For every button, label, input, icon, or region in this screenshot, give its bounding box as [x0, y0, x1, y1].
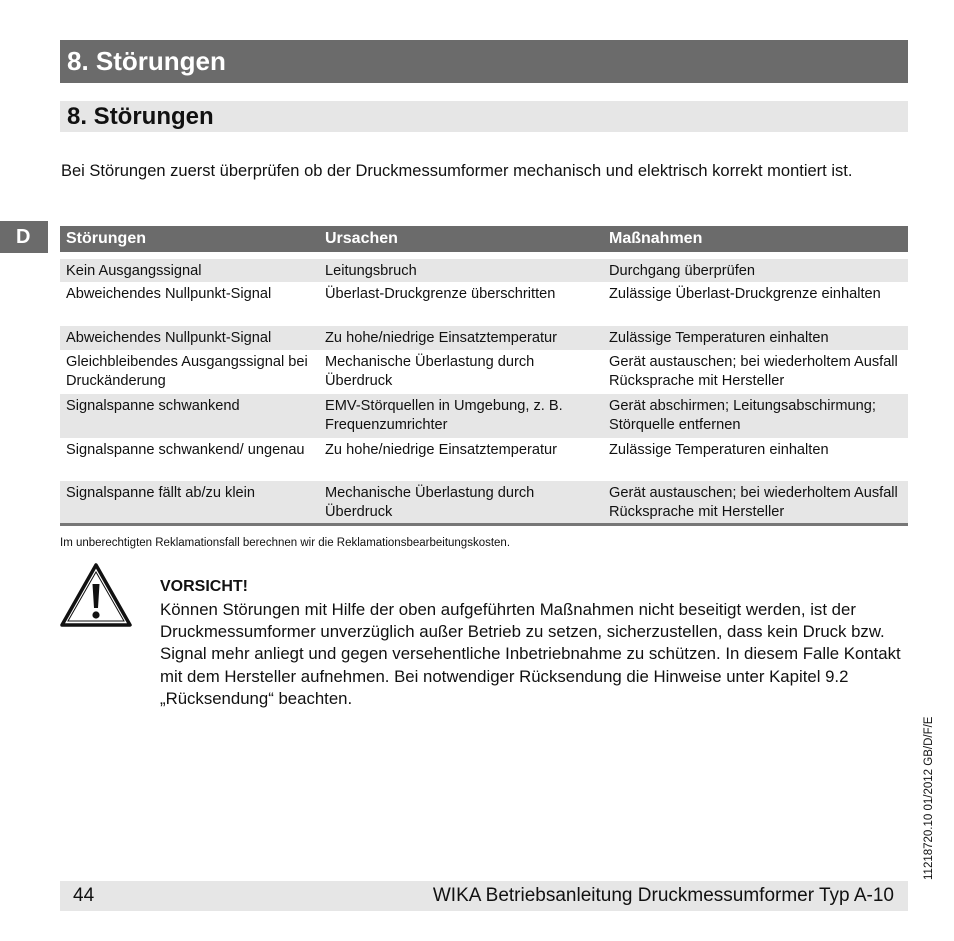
table-row	[60, 259, 908, 282]
cell-stoerung: Gleichbleibendes Ausgangssignal bei Druckänderung	[66, 354, 308, 389]
cell-stoerung: Kein Ausgangssignal	[66, 263, 202, 279]
table-row	[60, 326, 908, 350]
cell-massnahme: Zulässige Temperaturen einhalten	[609, 330, 829, 346]
header-massnahmen: Maßnahmen	[609, 230, 703, 247]
section-subheader: 8. Störungen	[60, 101, 908, 132]
document-code: 11218720.10 01/2012 GB/D/F/E	[923, 716, 935, 880]
section-header: 8. Störungen	[60, 40, 908, 83]
table-row	[60, 481, 908, 523]
cell-massnahme: Zulässige Temperaturen einhalten	[609, 442, 829, 458]
table-row	[60, 282, 908, 326]
cell-ursache: Überlast-Druckgrenze überschritten	[325, 286, 556, 302]
cell-stoerung: Signalspanne schwankend	[66, 398, 240, 414]
footnote: Im unberechtigten Reklamationsfall berechnen wir die Reklamationsbearbeitungskosten.	[60, 537, 511, 549]
cell-massnahme: Zulässige Überlast-Druckgrenze einhalten	[609, 286, 881, 302]
cell-ursache: Mechanische Überlastung durch Überdruck	[325, 354, 535, 389]
cell-massnahme: Durchgang überprüfen	[609, 263, 756, 279]
cell-massnahme: Gerät abschirmen; Leitungsabschirmung; Störquelle entfernen	[609, 398, 876, 433]
cell-ursache: Zu hohe/niedrige Einsatztemperatur	[325, 442, 558, 458]
cell-stoerung: Abweichendes Nullpunkt-Signal	[66, 286, 272, 302]
table-row	[60, 394, 908, 438]
cell-stoerung: Signalspanne schwankend/ ungenau	[66, 442, 305, 458]
cell-ursache: Zu hohe/niedrige Einsatztemperatur	[325, 330, 558, 346]
table-header	[60, 226, 908, 252]
cell-stoerung: Abweichendes Nullpunkt-Signal	[66, 330, 272, 346]
header-ursachen: Ursachen	[325, 230, 398, 247]
cell-ursache: EMV-Störquellen in Umgebung, z. B. Frequenzumrichter	[325, 398, 563, 433]
cell-ursache: Leitungsbruch	[325, 263, 417, 279]
page-number: 44	[73, 885, 95, 906]
cell-massnahme: Gerät austauschen; bei wiederholtem Ausfall Rücksprache mit Hersteller	[609, 485, 898, 520]
table-row	[60, 350, 908, 394]
intro-paragraph: Bei Störungen zuerst überprüfen ob der Druckmessumformer mechanisch und elektrisch korrekt montiert ist.	[61, 162, 853, 180]
page-footer	[60, 881, 908, 911]
cell-stoerung: Signalspanne fällt ab/zu klein	[66, 485, 256, 501]
warning-triangle-icon	[59, 562, 133, 628]
cell-ursache: Mechanische Überlastung durch Überdruck	[325, 485, 535, 520]
warning-title: VORSICHT!	[160, 578, 248, 595]
warning-body: Können Störungen mit Hilfe der oben aufgeführten Maßnahmen nicht beseitigt werden, ist der Druckmessumformer unverzüglich außer Betrieb zu setzen, sicherzustellen, dass kein Druck bzw. Signal mehr anliegt und gegen versehentliche Inbetriebnahme zu schützen. In diesem Falle Kontakt mit dem Hersteller aufnehmen. Bei notwendiger Rücksendung die Hinweise unter Kapitel 9.2 „Rücksendung“ beachten.	[160, 600, 901, 708]
language-tab: D	[0, 221, 48, 253]
header-stoerungen: Störungen	[66, 230, 146, 247]
footer-title: WIKA Betriebsanleitung Druckmessumformer Typ A-10	[432, 885, 894, 906]
table-row	[60, 438, 908, 481]
table-body	[60, 259, 908, 526]
cell-massnahme: Gerät austauschen; bei wiederholtem Ausfall Rücksprache mit Hersteller	[609, 354, 898, 389]
troubleshooting-table	[60, 226, 908, 526]
